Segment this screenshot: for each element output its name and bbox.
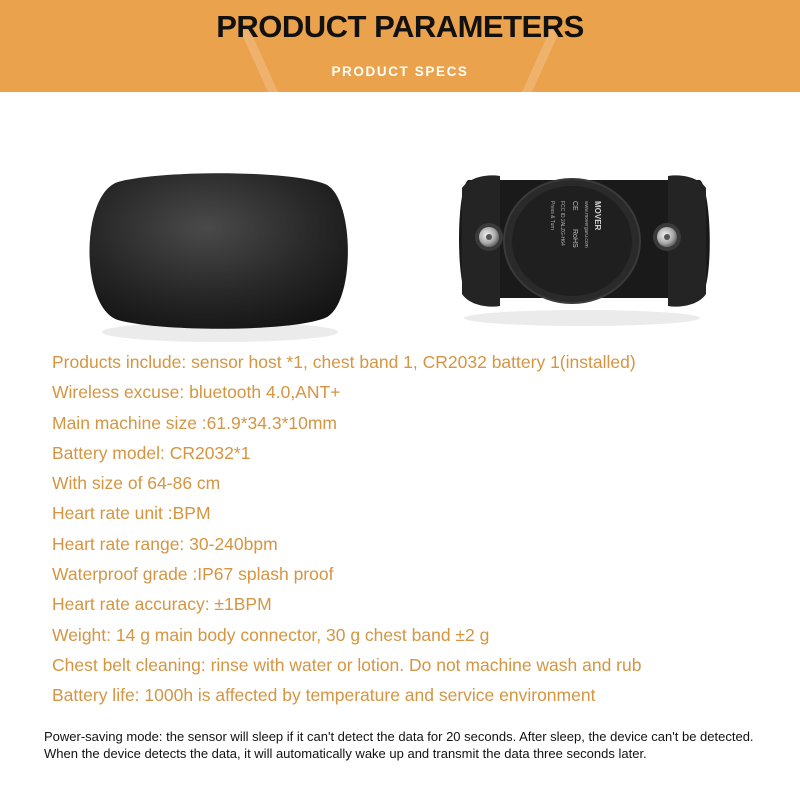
- spec-item: Heart rate unit :BPM: [52, 503, 211, 524]
- device-ce-text: CE: [571, 201, 578, 211]
- power-saving-note: Power-saving mode: the sensor will sleep if it can't detect the data for 20 seconds. After sleep, the device can't be detected. When the device detects the data, it will automatically wake up and transmit the data three seconds later.: [44, 729, 754, 761]
- sensor-back-image: [459, 175, 710, 326]
- header-banner: [0, 0, 800, 92]
- spec-item: Battery model: CR2032*1: [52, 442, 251, 463]
- device-fcc-text: FCC ID 2ALZG-H64: [559, 201, 565, 246]
- spec-item: Waterproof grade :IP67 splash proof: [52, 564, 334, 585]
- spec-item: Heart rate accuracy: ±1BPM: [52, 594, 272, 615]
- spec-item: With size of 64-86 cm: [52, 473, 221, 494]
- page-subtitle: PRODUCT SPECS: [331, 64, 469, 79]
- spec-item: Heart rate range: 30-240bpm: [52, 533, 278, 554]
- sensor-front-image: [90, 173, 348, 342]
- device-press-text: Press & Turn: [549, 201, 555, 230]
- spec-item: Products include: sensor host *1, chest band 1, CR2032 battery 1(installed): [52, 352, 636, 372]
- product-images: [0, 150, 800, 350]
- spec-item: Main machine size :61.9*34.3*10mm: [52, 412, 338, 433]
- spec-list: [52, 350, 792, 714]
- device-rohs-text: RoHS: [571, 229, 578, 248]
- spec-item: Wireless excuse: bluetooth 4.0,ANT+: [52, 382, 341, 403]
- device-brand-text: MOVER: [593, 201, 602, 231]
- spec-item: Battery life: 1000h is affected by temperature and service environment: [52, 685, 596, 706]
- product-illustration: [0, 150, 800, 350]
- page-title: PRODUCT PARAMETERS: [216, 9, 584, 44]
- device-site-text: www.moverguru.com: [583, 201, 589, 248]
- spec-item: Chest belt cleaning: rinse with water or lotion. Do not machine wash and rub: [52, 654, 642, 675]
- spec-item: Weight: 14 g main body connector, 30 g chest band ±2 g: [52, 624, 490, 645]
